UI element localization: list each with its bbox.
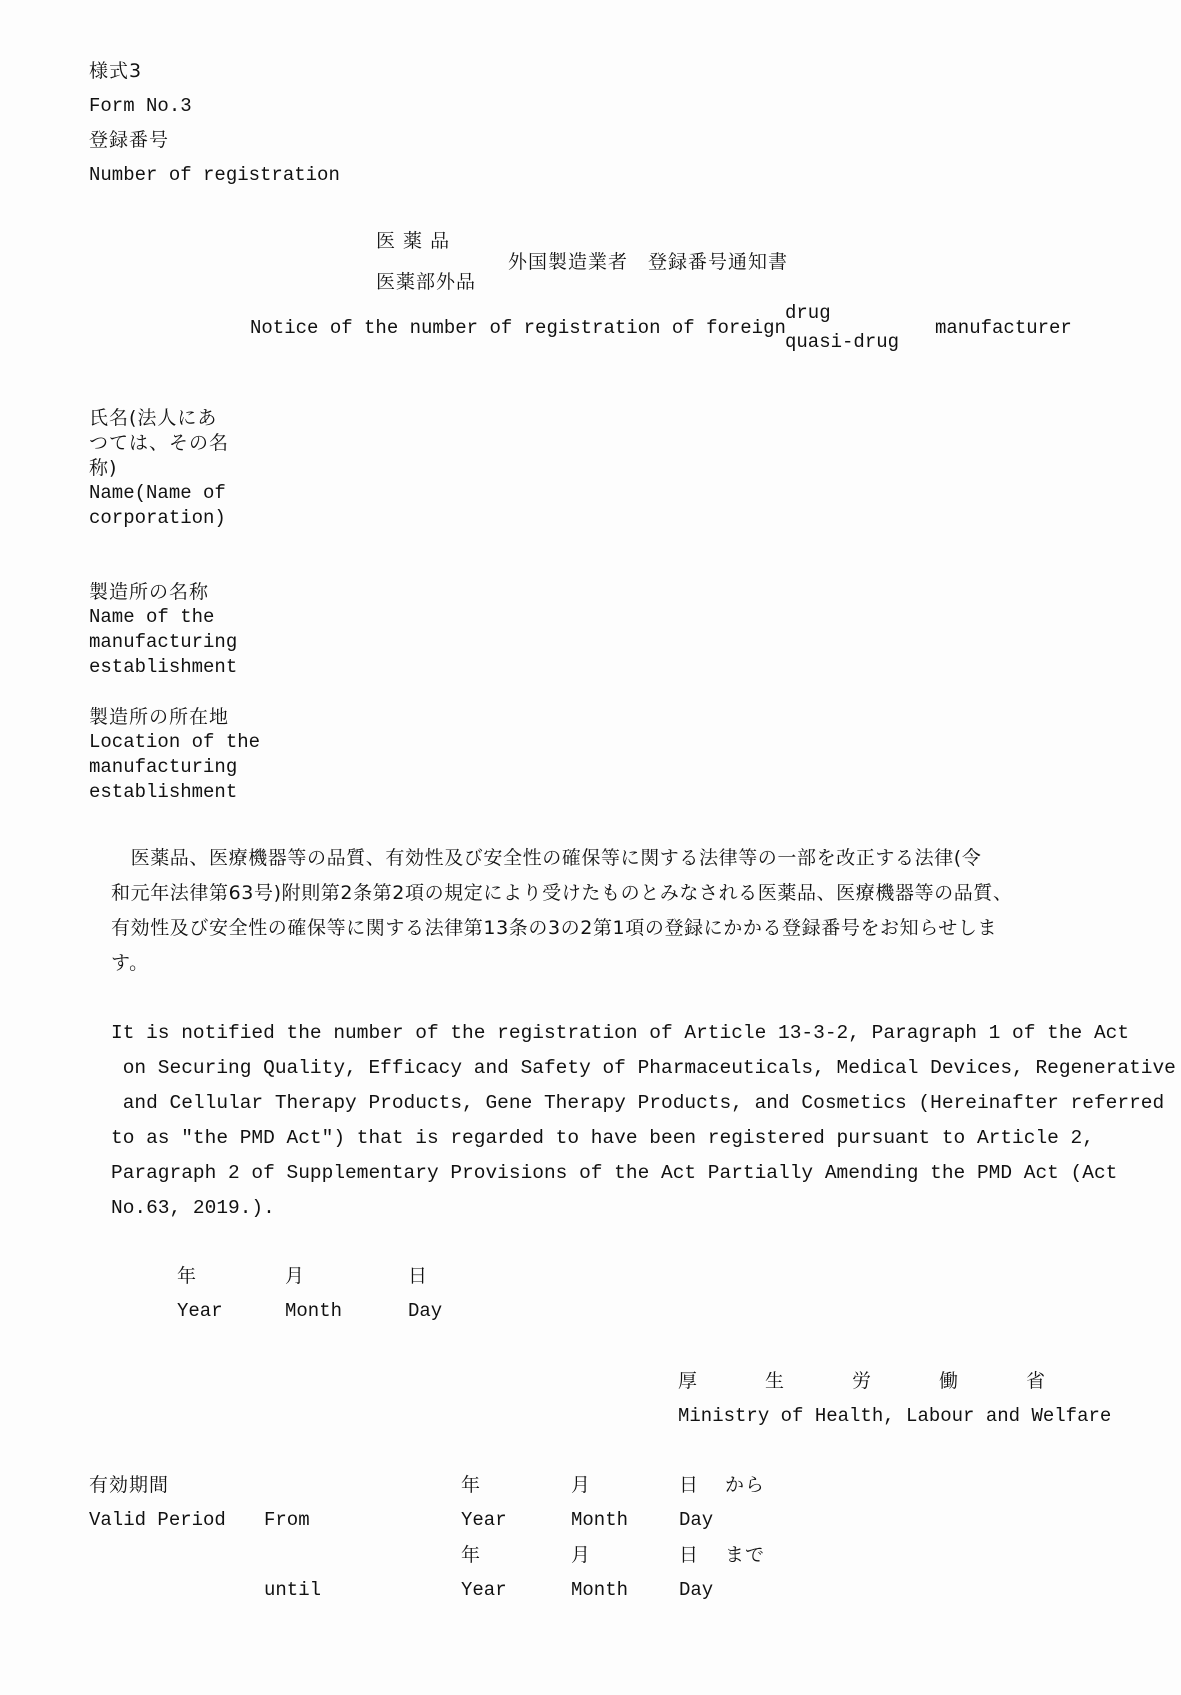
validity-label-en: Valid Period <box>89 1509 226 1531</box>
validity-from-day-jp: 日 <box>679 1474 700 1496</box>
field-name-en-line: Name(Name of <box>89 482 226 504</box>
body-paragraph-en <box>111 1016 1176 1226</box>
body-jp-line: す。 <box>111 952 149 974</box>
field-name-label <box>89 406 229 531</box>
registration-number-label-en: Number of registration <box>89 164 340 186</box>
body-en-line: to as "the PMD Act") that is regarded to have been registered pursuant to Article 2, <box>111 1127 1094 1149</box>
validity-until-year-en: Year <box>461 1579 507 1601</box>
validity-from-year-en: Year <box>461 1509 507 1531</box>
body-en-line: It is notified the number of the registration of Article 13-3-2, Paragraph 1 of the Act <box>111 1022 1130 1044</box>
form-number-en: Form No.3 <box>89 95 192 117</box>
field-name-jp-line: 称) <box>89 457 118 479</box>
field-establishment-location-en-line: manufacturing <box>89 756 238 778</box>
field-establishment-name-en-line: Name of the <box>89 606 215 628</box>
validity-from-suffix-jp: から <box>725 1474 766 1496</box>
date-year-jp: 年 <box>177 1265 198 1287</box>
title-en-prefix: Notice of the number of registration of foreign <box>250 317 786 339</box>
body-en-line: on Securing Quality, Efficacy and Safety of Pharmaceuticals, Medical Devices, Regenerative <box>111 1057 1176 1079</box>
issuer-en: Ministry of Health, Labour and Welfare <box>678 1405 1112 1427</box>
body-en-line: No.63, 2019.). <box>111 1197 275 1219</box>
issuer-jp: 厚生労働省 <box>678 1370 1114 1392</box>
field-establishment-location-jp: 製造所の所在地 <box>89 706 230 728</box>
validity-from-month-en: Month <box>571 1509 629 1531</box>
field-establishment-location-en-line: establishment <box>89 781 238 803</box>
field-establishment-name-label <box>89 580 237 680</box>
field-name-en-line: corporation) <box>89 507 226 529</box>
body-jp-line: 医薬品、医療機器等の品質、有効性及び安全性の確保等に関する法律等の一部を改正する法律(令 <box>111 847 982 869</box>
title-option-quasi-drug-jp: 医薬部外品 <box>376 271 477 293</box>
title-main-jp: 外国製造業者 登録番号通知書 <box>508 251 789 273</box>
validity-from-year-jp: 年 <box>461 1474 482 1496</box>
validity-label-jp: 有効期間 <box>89 1474 170 1496</box>
body-jp-line: 有効性及び安全性の確保等に関する法律第13条の3の2第1項の登録にかかる登録番号をお知らせしま <box>111 917 998 939</box>
date-month-en: Month <box>285 1300 343 1322</box>
registration-number-label-jp: 登録番号 <box>89 129 170 151</box>
field-establishment-name-en-line: manufacturing <box>89 631 238 653</box>
title-en-suffix: manufacturer <box>935 317 1072 339</box>
body-en-line: Paragraph 2 of Supplementary Provisions of the Act Partially Amending the PMD Act (Act <box>111 1162 1118 1184</box>
validity-from-en: From <box>264 1509 310 1531</box>
field-establishment-location-en-line: Location of the <box>89 731 261 753</box>
date-month-jp: 月 <box>285 1265 306 1287</box>
field-name-jp-line: つては、その名 <box>89 432 230 454</box>
validity-from-month-jp: 月 <box>571 1474 592 1496</box>
validity-until-suffix-jp: まで <box>725 1544 766 1566</box>
title-option-drug-jp: 医 薬 品 <box>376 230 451 252</box>
field-name-jp-line: 氏名(法人にあ <box>89 407 218 429</box>
field-establishment-name-jp: 製造所の名称 <box>89 581 210 603</box>
date-day-en: Day <box>408 1300 443 1322</box>
validity-until-day-en: Day <box>679 1579 714 1601</box>
field-establishment-location-label <box>89 705 260 805</box>
validity-until-month-en: Month <box>571 1579 629 1601</box>
date-day-jp: 日 <box>408 1265 429 1287</box>
body-en-line: and Cellular Therapy Products, Gene Therapy Products, and Cosmetics (Hereinafter referred <box>111 1092 1165 1114</box>
title-option-drug-en: drug <box>785 302 831 324</box>
validity-until-year-jp: 年 <box>461 1544 482 1566</box>
validity-until-day-jp: 日 <box>679 1544 700 1566</box>
date-year-en: Year <box>177 1300 223 1322</box>
validity-from-day-en: Day <box>679 1509 714 1531</box>
title-option-quasi-drug-en: quasi-drug <box>785 331 900 353</box>
body-paragraph-jp <box>111 841 1093 981</box>
body-jp-line: 和元年法律第63号)附則第2条第2項の規定により受けたものとみなされる医薬品、医療機器等の品質、 <box>111 882 1013 904</box>
validity-until-en: until <box>264 1579 322 1601</box>
field-establishment-name-en-line: establishment <box>89 656 238 678</box>
form-number-jp: 様式3 <box>89 60 143 82</box>
validity-until-month-jp: 月 <box>571 1544 592 1566</box>
